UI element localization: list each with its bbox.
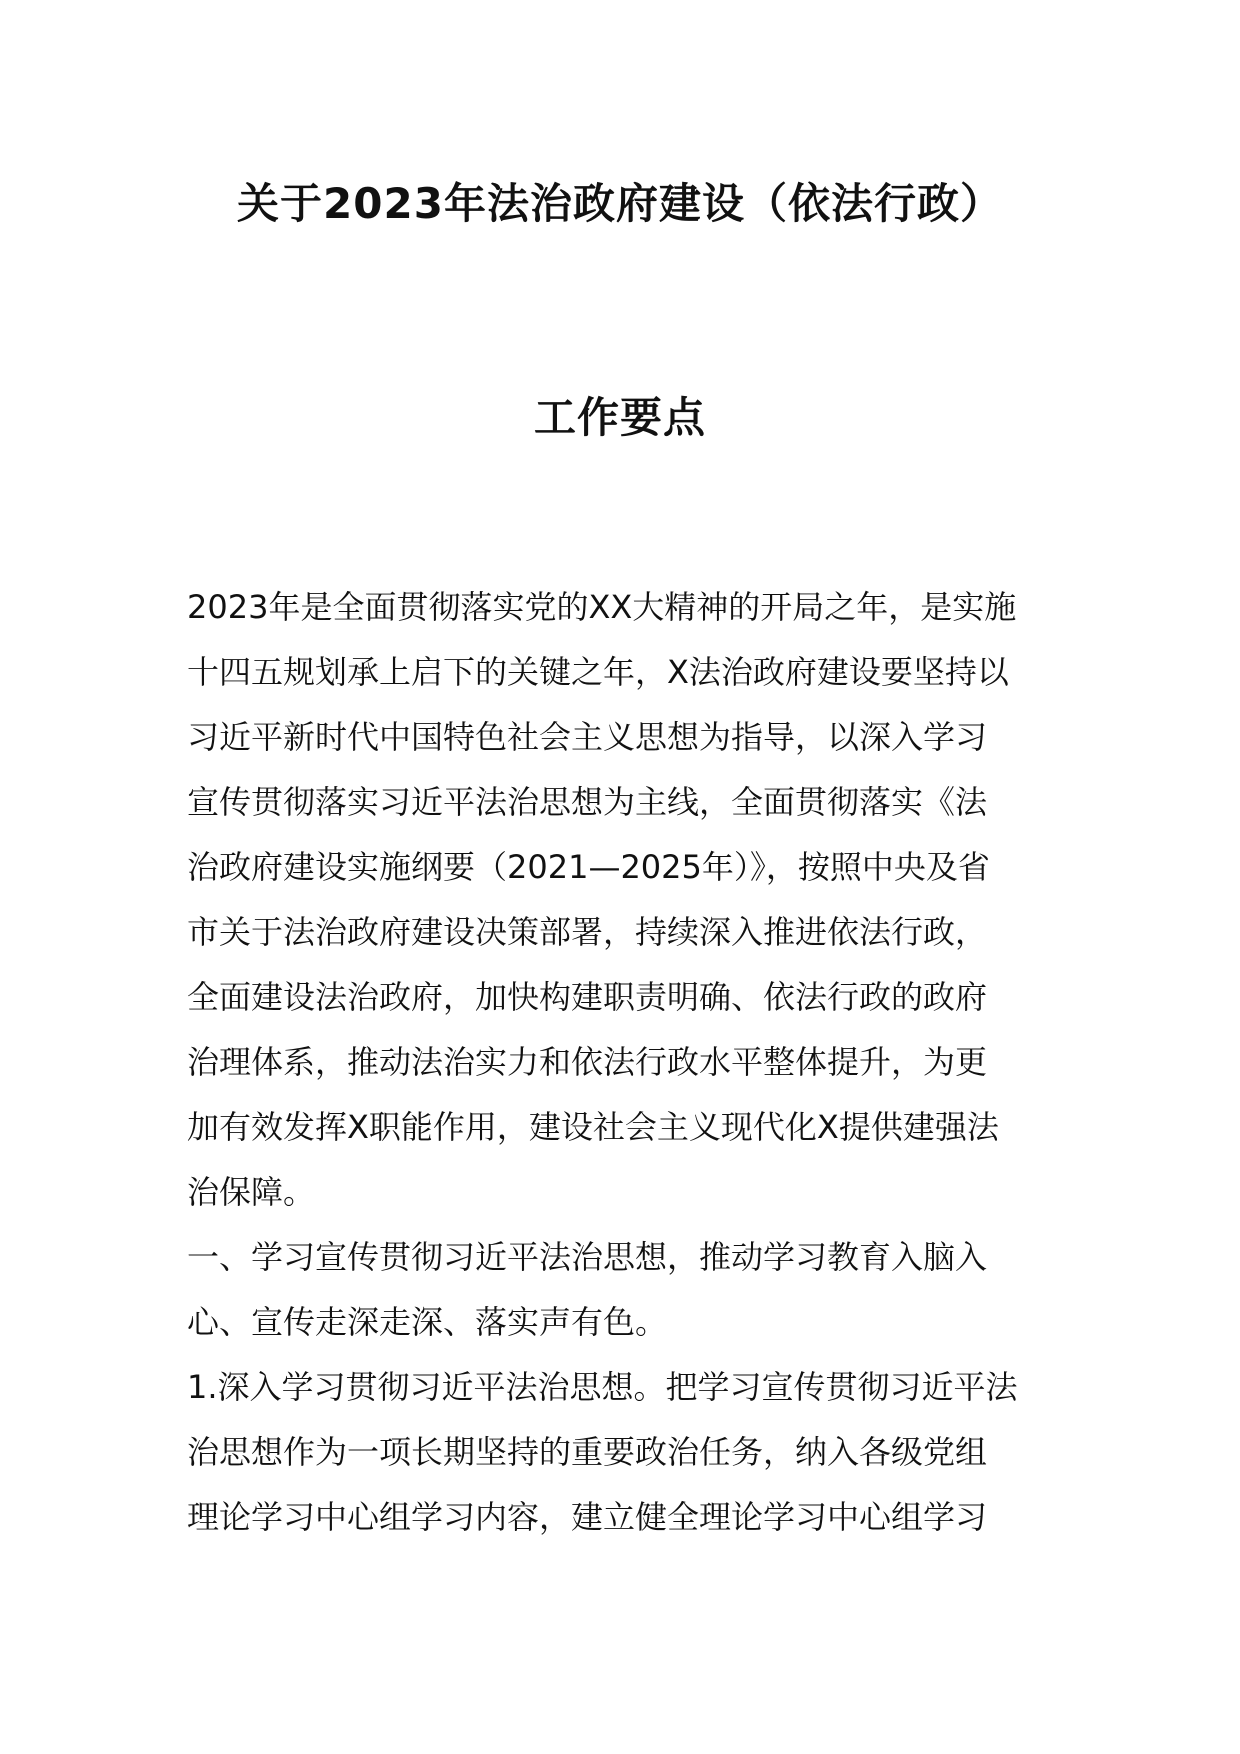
document-body (187, 575, 1053, 1550)
document-title-line-1: 关于2023年法治政府建设（依法行政） (237, 179, 1003, 228)
body-line: 1.深入学习贯彻习近平法治思想。把学习宣传贯彻习近平法 (187, 1368, 1018, 1406)
section-heading-line: 心、宣传走深走深、落实声有色。 (187, 1303, 668, 1341)
body-line: 治思想作为一项长期坚持的重要政治任务，纳入各级党组 (187, 1433, 988, 1471)
body-line: 市关于法治政府建设决策部署，持续深入推进依法行政， (187, 913, 988, 951)
body-line: 宣传贯彻落实习近平法治思想为主线，全面贯彻落实《法 (187, 783, 988, 821)
body-line: 治保障。 (187, 1173, 316, 1211)
body-line: 加有效发挥X职能作用，建设社会主义现代化X提供建强法 (187, 1108, 999, 1146)
body-line: 习近平新时代中国特色社会主义思想为指导，以深入学习 (187, 718, 988, 756)
body-line: 治理体系，推动法治实力和依法行政水平整体提升，为更 (187, 1043, 988, 1081)
document-title-line-2: 工作要点 (533, 393, 706, 442)
body-line: 全面建设法治政府，加快构建职责明确、依法行政的政府 (187, 978, 988, 1016)
body-line: 十四五规划承上启下的关键之年，X法治政府建设要坚持以 (187, 653, 1009, 691)
body-line: 理论学习中心组学习内容，建立健全理论学习中心组学习 (187, 1498, 988, 1536)
body-line: 2023年是全面贯彻落实党的XX大精神的开局之年，是实施 (187, 588, 1017, 626)
section-heading-line: 一、学习宣传贯彻习近平法治思想，推动学习教育入脑入 (187, 1238, 988, 1276)
body-line: 治政府建设实施纲要（2021—2025年）》，按照中央及省 (187, 848, 990, 886)
